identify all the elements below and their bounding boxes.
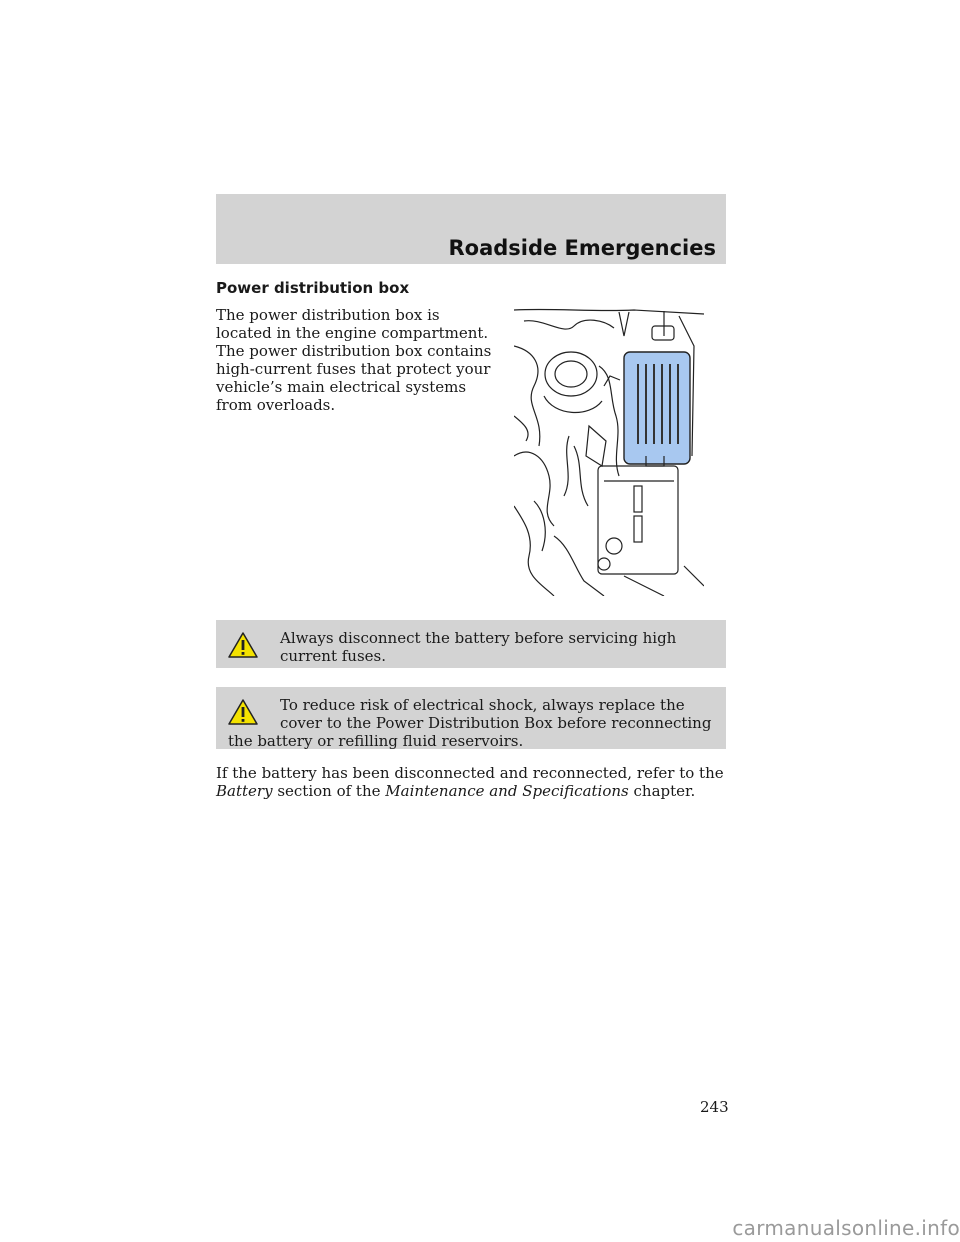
warning-box-1 — [216, 620, 726, 668]
closing-text-3: chapter. — [628, 782, 696, 800]
header-title: Roadside Emergencies — [448, 236, 716, 260]
warning-text-2: To reduce risk of electrical shock, always replace the cover to the Power Distribution Box before reconnecting the battery or refilling fluid reservoirs. — [228, 696, 712, 750]
intro-paragraph: The power distribution box is located in the engine compartment. The power distribution box contains high-current fuses that protect your vehicle’s main electrical systems from overloads. — [216, 306, 492, 414]
watermark: carmanualsonline.info — [732, 1216, 960, 1240]
page-number: 243 — [700, 1098, 729, 1116]
closing-paragraph — [216, 764, 736, 800]
warning-text-1: Always disconnect the battery before servicing high current fuses. — [280, 629, 677, 665]
warning-triangle-icon — [228, 632, 258, 658]
closing-text-1: If the battery has been disconnected and reconnected, refer to the — [216, 764, 724, 782]
closing-text-2: section of the — [272, 782, 386, 800]
chapter-reference: Maintenance and Specifications — [385, 782, 629, 800]
header-band — [216, 194, 726, 264]
battery-section-reference: Battery — [216, 782, 273, 800]
warning-triangle-icon — [228, 699, 258, 725]
engine-compartment-illustration — [514, 306, 704, 596]
engine-compartment-figure — [514, 306, 704, 596]
warning-box-2 — [216, 687, 726, 749]
section-heading: Power distribution box — [216, 279, 410, 297]
